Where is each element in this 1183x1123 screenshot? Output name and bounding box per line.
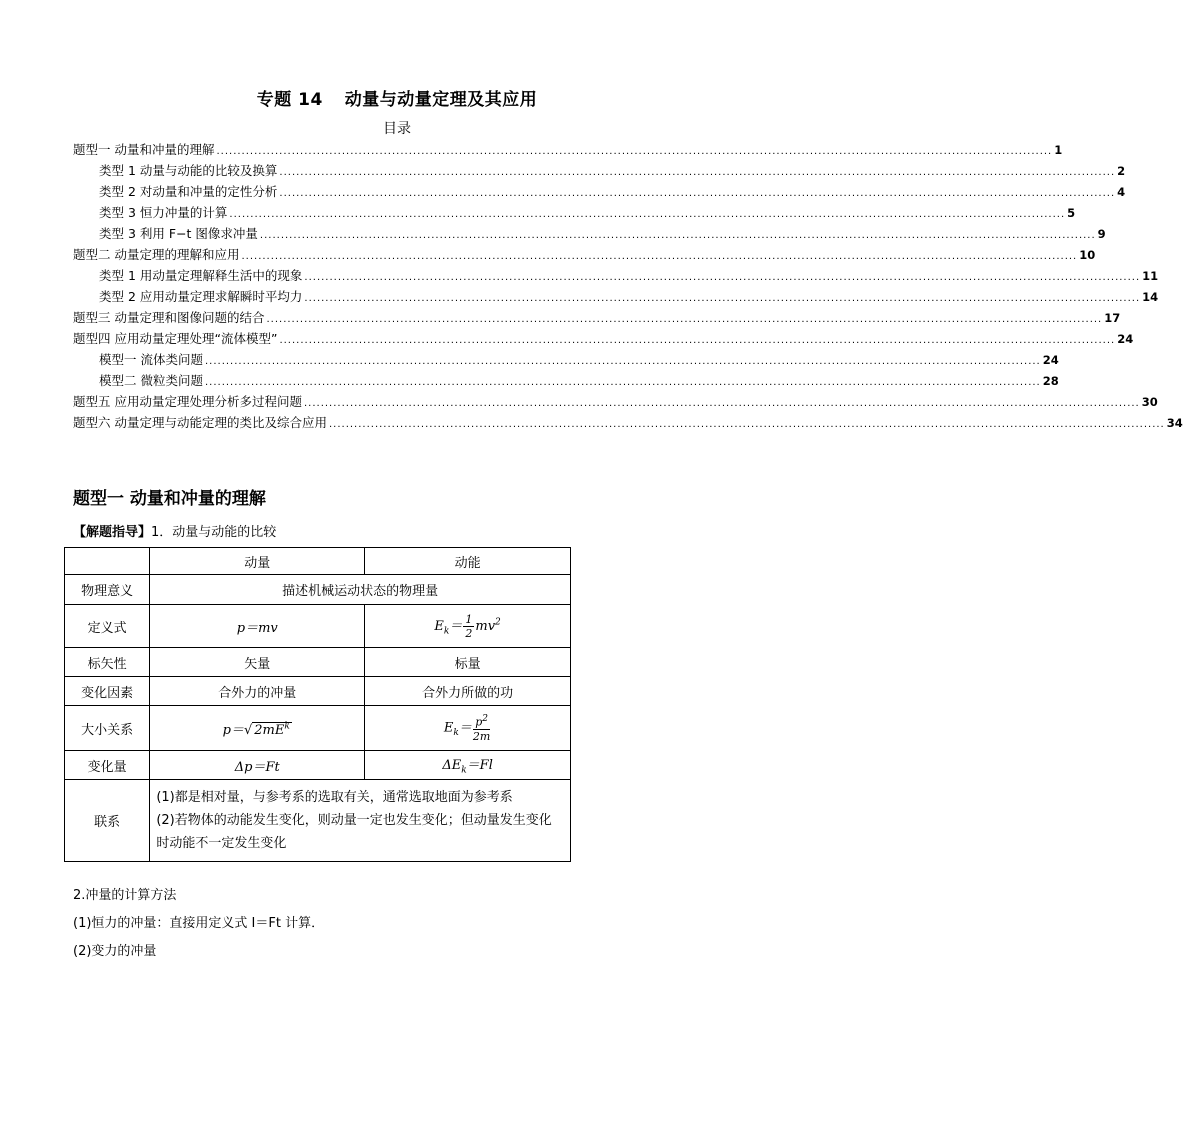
toc-item[interactable]: 类型 1 动量与动能的比较及换算 ........................................................................................................................................................................................................ 2 <box>99 163 1126 178</box>
title-number: 专题 14 <box>256 90 323 110</box>
toc-item[interactable]: 类型 2 对动量和冲量的定性分析 ........................................................................................................................................................................................................ 4 <box>99 184 1126 199</box>
toc-heading: 目录 <box>383 121 411 137</box>
toc-item[interactable]: 题型三 动量定理和图像问题的结合 ........................................................................................................................................................................................................ 17 <box>73 310 1121 325</box>
row-label: 变化量 <box>65 751 150 780</box>
section-title: 题型一 动量和冲量的理解 <box>73 489 266 509</box>
table-cell <box>65 548 150 575</box>
link-cell: (1)都是相对量，与参考系的选取有关，通常选取地面为参考系 (2)若物体的动能发生变化，则动量一定也发生变化；但动量发生变化时动能不一定发生变化 <box>150 780 571 862</box>
table-row <box>65 648 571 677</box>
paragraph: 2.冲量的计算方法 <box>73 888 177 903</box>
formula-cell: Δp＝Ft <box>150 751 365 780</box>
toc-item[interactable]: 题型五 应用动量定理处理分析多过程问题 ........................................................................................................................................................................................................ 30 <box>73 394 1158 409</box>
guide-line <box>73 521 276 540</box>
toc-item[interactable]: 题型二 动量定理的理解和应用 ........................................................................................................................................................................................................ 10 <box>73 247 1096 262</box>
toc-item[interactable]: 类型 3 恒力冲量的计算 ........................................................................................................................................................................................................ 5 <box>99 205 1076 220</box>
table-row <box>65 548 571 575</box>
table-cell: 描述机械运动状态的物理量 <box>150 575 571 605</box>
document-title <box>0 85 794 110</box>
sqrt-sign: √ <box>243 722 253 738</box>
table-row <box>65 751 571 780</box>
formula-cell: $\Delta E_k=Fl$ <box>365 751 571 780</box>
title-text: 动量与动量定理及其应用 <box>344 90 538 110</box>
comparison-table <box>64 547 571 862</box>
formula-cell: $E_k=$ $\frac{1}{2}$ $mv^2$ <box>365 605 571 648</box>
row-label: 大小关系 <box>65 706 150 751</box>
fraction: $\frac{p^2}{2m}$ <box>472 714 491 743</box>
toc-item[interactable]: 模型一 流体类问题 ........................................................................................................................................................................................................ 24 <box>99 352 1059 367</box>
formula-cell: p＝mv <box>150 605 365 648</box>
fraction: $\frac{1}{2}$ <box>465 612 473 640</box>
row-label: 标矢性 <box>65 648 150 677</box>
toc-item[interactable]: 模型二 微粒类问题 ........................................................................................................................................................................................................ 28 <box>99 373 1059 388</box>
row-label: 定义式 <box>65 605 150 648</box>
guide-tag: 【解题指导】 <box>73 525 152 540</box>
guide-text: 1．动量与动能的比较 <box>151 525 277 540</box>
toc-item[interactable]: 类型 1 用动量定理解释生活中的现象 ........................................................................................................................................................................................................ 11 <box>99 268 1159 283</box>
toc-item[interactable]: 题型四 应用动量定理处理“流体模型” ........................................................................................................................................................................................................ 24 <box>73 331 1134 346</box>
row-label: 物理意义 <box>65 575 150 605</box>
table-cell: 合外力的冲量 <box>150 677 365 706</box>
table-cell: 矢量 <box>150 648 365 677</box>
formula-cell: $E_k=$ $\frac{p^2}{2m}$ <box>365 706 571 751</box>
formula-cell: p＝√ $2mE^k$ <box>150 706 365 751</box>
table-row <box>65 706 571 751</box>
table-row <box>65 605 571 648</box>
sqrt-content: $2mE^k$ <box>254 721 290 738</box>
table-row <box>65 677 571 706</box>
table-row <box>65 575 571 605</box>
toc-item[interactable]: 类型 3 利用 F−t 图像求冲量 ........................................................................................................................................................................................................ 9 <box>99 226 1106 241</box>
toc-item[interactable]: 题型六 动量定理与动能定理的类比及综合应用 ........................................................................................................................................................................................................ 34 <box>73 415 1183 430</box>
row-label: 变化因素 <box>65 677 150 706</box>
table-of-contents <box>73 140 1183 434</box>
table-cell: 合外力所做的功 <box>365 677 571 706</box>
toc-item[interactable]: 题型一 动量和冲量的理解 ........................................................................................................................................................................................................ 1 <box>73 142 1063 157</box>
table-header: 动量 <box>150 548 365 575</box>
paragraph: (2)变力的冲量 <box>73 944 157 959</box>
paragraph: (1)恒力的冲量：直接用定义式 I＝Ft 计算． <box>73 916 325 931</box>
table-row <box>65 780 571 862</box>
table-header: 动能 <box>365 548 571 575</box>
table-cell: 标量 <box>365 648 571 677</box>
row-label: 联系 <box>65 780 150 862</box>
toc-item[interactable]: 类型 2 应用动量定理求解瞬时平均力 ........................................................................................................................................................................................................ 14 <box>99 289 1159 304</box>
